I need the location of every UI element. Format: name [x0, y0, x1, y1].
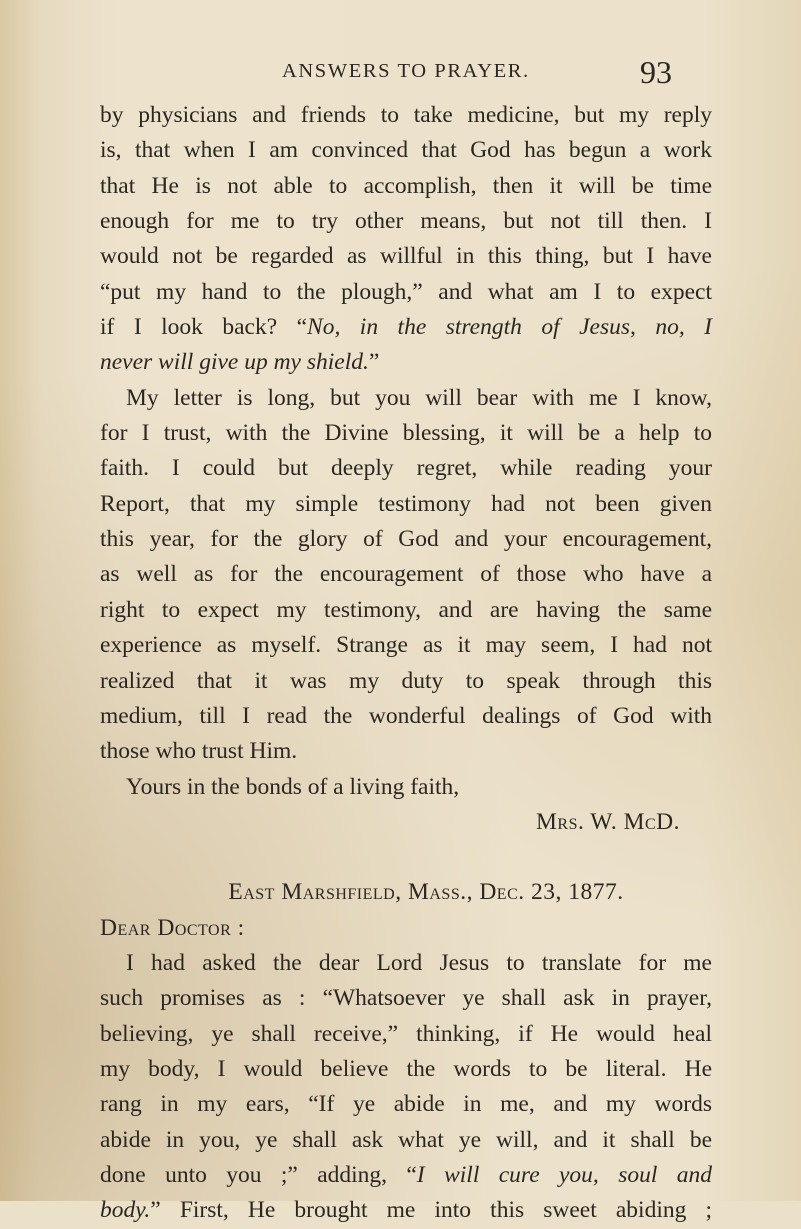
text-plain: done unto you ;” adding, “ — [100, 1161, 417, 1188]
text-line: those who trust Him. — [100, 738, 298, 765]
running-head-title: ANSWERS TO PRAYER. — [282, 60, 530, 82]
text-plain: if I look back? “ — [100, 314, 308, 341]
letter-closing: Yours in the bonds of a living faith, — [126, 773, 460, 800]
running-head — [0, 54, 801, 94]
text-line: by physicians and friends to take medicine, but my reply — [100, 102, 712, 128]
text-line: enough for me to try other means, but not till then. I — [100, 208, 712, 235]
letter-salutation — [100, 911, 712, 946]
text-line: would not be regarded as willful in this thing, but I have — [100, 243, 712, 270]
text-line-quote-end — [100, 1193, 712, 1228]
salutation-text: Dear Doctor : — [100, 914, 245, 941]
text-plain: ” — [368, 349, 380, 376]
text-line: this year, for the glory of God and your encouragement, — [100, 526, 712, 553]
text-line: believing, ye shall receive,” thinking, if He would heal — [100, 1020, 712, 1047]
text-line: that He is not able to accomplish, then it will be time — [100, 172, 712, 199]
text-line: for I trust, with the Divine blessing, it will be a help to — [100, 420, 712, 447]
text-line: as well as for the encouragement of those who have a — [100, 561, 712, 588]
text-line: such promises as : “Whatsoever ye shall ask in prayer, — [100, 985, 712, 1012]
text-italic: never will give up my shield. — [100, 349, 369, 376]
section-gap — [100, 840, 712, 875]
text-line: medium, till I read the wonderful dealings of God with — [100, 702, 712, 729]
text-line: faith. I could but deeply regret, while reading your — [100, 455, 712, 482]
text-line: right to expect my testimony, and are having the same — [100, 596, 712, 623]
text-line-quote-end — [100, 345, 712, 380]
text-line: my body, I would believe the words to be literal. He — [100, 1055, 712, 1082]
text-plain: ” First, He brought me into this sweet abiding ; — [150, 1197, 712, 1224]
text-italic: I will cure you, soul and — [416, 1161, 713, 1188]
letter-signature — [100, 805, 712, 840]
page-body — [100, 98, 712, 1229]
text-line-quote — [100, 310, 712, 345]
text-italic: No, in the strength of Jesus, no, I — [307, 314, 712, 341]
text-line-quote — [100, 1158, 712, 1193]
text-line: abide in you, ye shall ask what ye will, and it shall be — [100, 1126, 712, 1153]
text-line: realized that it was my duty to speak through this — [100, 667, 712, 694]
paragraph-start-line: My letter is long, but you will bear with me I know, — [126, 384, 712, 411]
paragraph-start-line: I had asked the dear Lord Jesus to translate for me — [126, 949, 712, 976]
text-line: Report, that my simple testimony had not been given — [100, 490, 712, 517]
text-italic: body. — [100, 1197, 151, 1224]
signature-text: Mrs. W. McD. — [536, 808, 680, 835]
text-line: is, that when I am convinced that God has begun a work — [100, 137, 712, 164]
text-line: rang in my ears, “If ye abide in me, and my words — [100, 1091, 712, 1118]
letter-dateline — [100, 875, 712, 910]
text-line: “put my hand to the plough,” and what am I to expect — [100, 278, 712, 305]
text-line: experience as myself. Strange as it may seem, I had not — [100, 632, 712, 659]
page-number: 93 — [640, 54, 672, 90]
dateline-text: East Marshfield, Mass., Dec. 23, 1877. — [228, 879, 624, 906]
